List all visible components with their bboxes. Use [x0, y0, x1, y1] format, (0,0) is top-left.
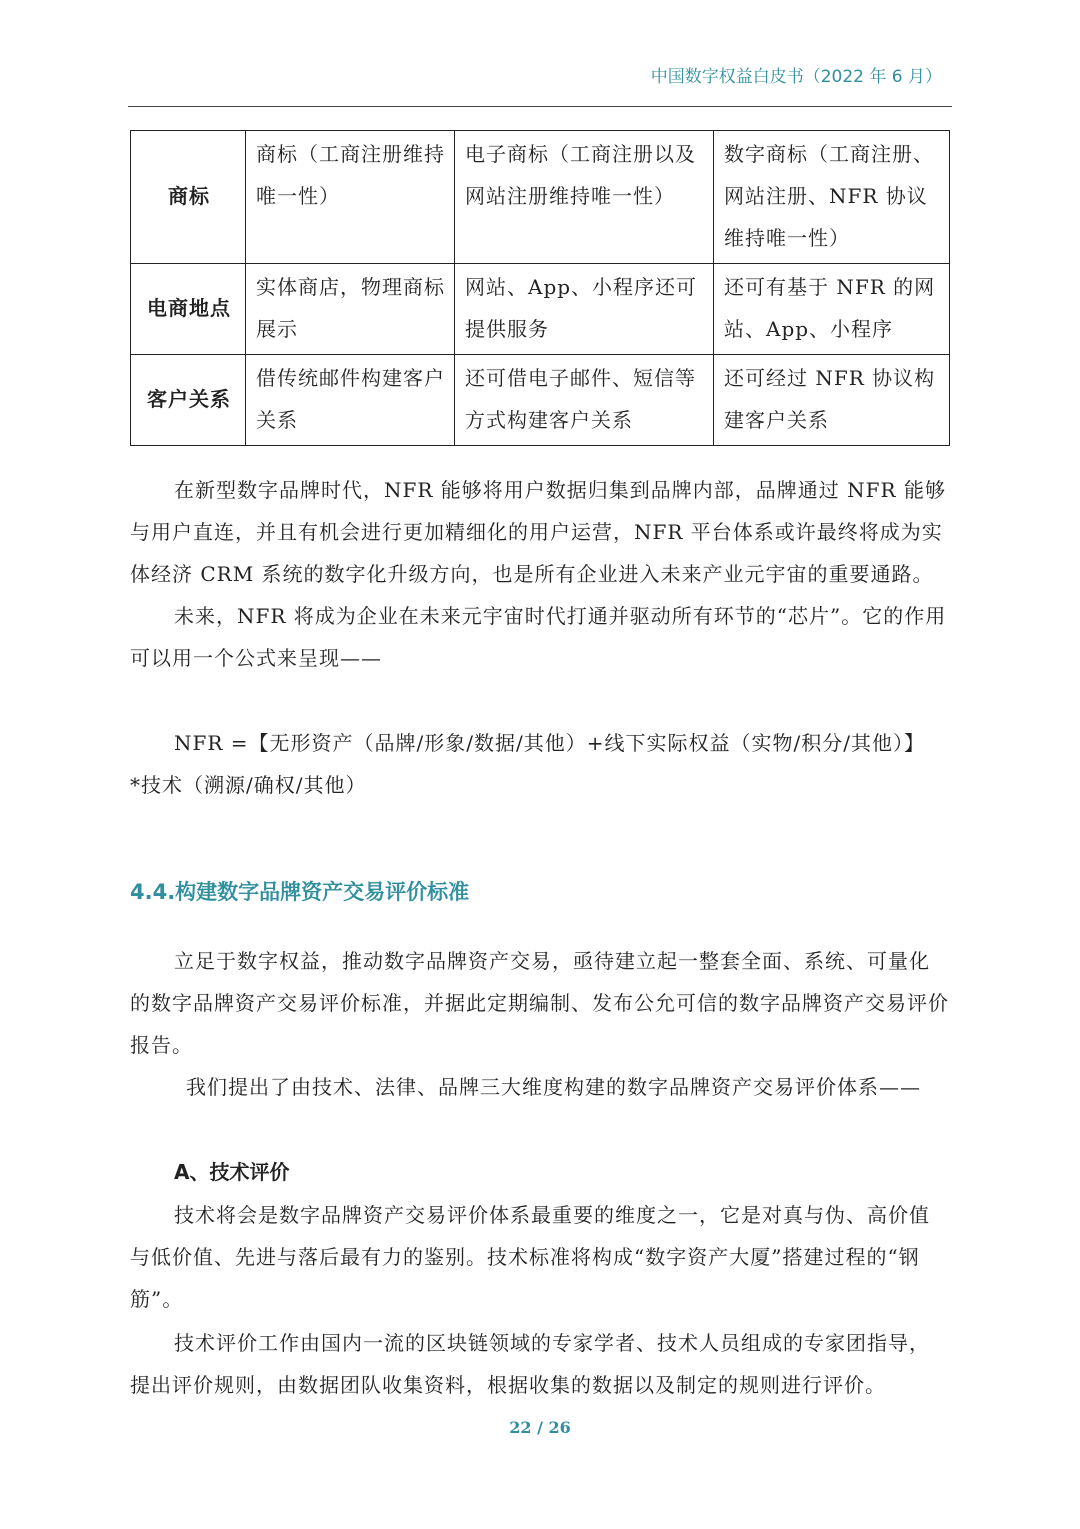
row-header-cell: 商标: [131, 131, 246, 264]
table-cell: 商标（工商注册维持唯一性）: [246, 131, 455, 264]
table-row: [131, 264, 950, 355]
table-row: [131, 355, 950, 446]
paragraph-nfr-brand-era: 在新型数字品牌时代，NFR 能够将用户数据归集到品牌内部，品牌通过 NFR 能够与用户直连，并且有机会进行更加精细化的用户运营，NFR 平台体系或许最终将成为实体经济 CRM 系统的数字化升级方向，也是所有企业进入未来产业元宇宙的重要通路。: [130, 478, 946, 586]
row-header-cell: 客户关系: [131, 355, 246, 446]
row-header-cell: 电商地点: [131, 264, 246, 355]
paragraph-tech-importance: 技术将会是数字品牌资产交易评价体系最重要的维度之一，它是对真与伪、高价值与低价值、先进与落后最有力的鉴别。技术标准将构成“数字资产大厦”搭建过程的“钢筋”。: [130, 1203, 930, 1311]
table-cell: 还可有基于 NFR 的网站、App、小程序: [714, 264, 950, 355]
formula-line: *技术（溯源/确权/其他）: [130, 773, 367, 797]
comparison-table: [130, 130, 950, 446]
nfr-formula: [130, 722, 960, 806]
header-divider: [128, 106, 952, 107]
table-cell: 借传统邮件构建客户关系: [246, 355, 455, 446]
table-cell: 电子商标（工商注册以及网站注册维持唯一性）: [455, 131, 714, 264]
formula-line: NFR =【无形资产（品牌/形象/数据/其他）+线下实际权益（实物/积分/其他）】: [174, 731, 925, 755]
table-row: [131, 131, 950, 264]
paragraph-dimensions: 我们提出了由技术、法律、品牌三大维度构建的数字品牌资产交易评价体系——: [186, 1075, 921, 1099]
table-cell: 数字商标（工商注册、网站注册、NFR 协议维持唯一性）: [714, 131, 950, 264]
table-cell: 网站、App、小程序还可提供服务: [455, 264, 714, 355]
paragraph-tech-process: 技术评价工作由国内一流的区块链领域的专家学者、技术人员组成的专家团指导，提出评价规则，由数据团队收集资料，根据收集的数据以及制定的规则进行评价。: [130, 1331, 930, 1397]
page-number: 22 / 26: [509, 1418, 571, 1437]
table-cell: 实体商店，物理商标展示: [246, 264, 455, 355]
document-header-title: 中国数字权益白皮书（2022 年 6 月）: [650, 67, 942, 87]
table-cell: 还可经过 NFR 协议构建客户关系: [714, 355, 950, 446]
sub-heading-tech-evaluation: A、技术评价: [174, 1160, 290, 1184]
table-cell: 还可借电子邮件、短信等方式构建客户关系: [455, 355, 714, 446]
paragraph-standard: 立足于数字权益，推动数字品牌资产交易，亟待建立起一整套全面、系统、可量化的数字品牌资产交易评价标准，并据此定期编制、发布公允可信的数字品牌资产交易评价报告。: [130, 949, 949, 1057]
paragraph-nfr-chip: 未来，NFR 将成为企业在未来元宇宙时代打通并驱动所有环节的“芯片”。它的作用可以用一个公式来呈现——: [130, 604, 947, 670]
section-heading: 4.4.构建数字品牌资产交易评价标准: [130, 880, 470, 904]
